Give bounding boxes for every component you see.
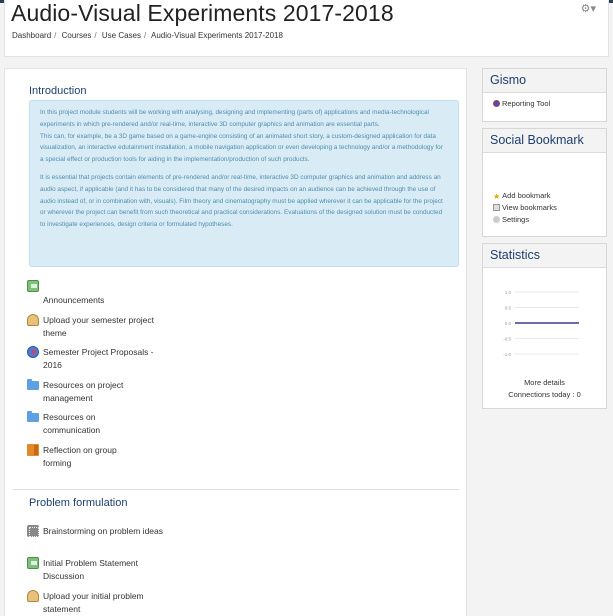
forum-icon (27, 280, 39, 292)
activity-label: Upload your semester project theme (43, 315, 155, 338)
activity-label: Initial Problem Statement Discussion (43, 558, 138, 581)
globe-icon (27, 346, 39, 358)
activity-label: Resources on communication (43, 412, 101, 435)
chart-y-tick: -1.0 (503, 352, 511, 357)
activity-label: Brainstorming on problem ideas (43, 526, 164, 536)
activity-label: Reflection on group forming (43, 445, 117, 468)
course-content (4, 68, 467, 616)
folder-icon (27, 381, 39, 390)
activity-reflection[interactable] (27, 444, 177, 472)
block-statistics (482, 243, 607, 409)
activity-communication[interactable] (27, 411, 177, 439)
activity-brainstorming[interactable] (27, 525, 177, 553)
section-title-problem-formulation[interactable]: Problem formulation (29, 497, 128, 509)
section-divider (13, 489, 459, 490)
summary-paragraph-2: This can, for example, be a 3D game based on a game-engine consisting of an animated short story, a custom-designed application for data visualization, an interactive edutainment installation, a mobile navigation application or even developing a technology and/or a methodology for a special effect or production tools for aiding in the implementation/production of such products. (40, 132, 443, 164)
activity-upload-problem[interactable] (27, 590, 177, 616)
settings-link[interactable]: Settings (493, 215, 529, 224)
chart-y-tick: 0.5 (504, 305, 511, 311)
activity-announcements[interactable] (27, 280, 177, 308)
list-icon (493, 204, 500, 211)
activity-label: Upload your initial problem statement (43, 591, 144, 614)
gismo-icon (493, 100, 500, 107)
add-bookmark-link[interactable]: ★ Add bookmark (493, 191, 551, 201)
block-title: Statistics (483, 244, 606, 268)
settings-icon (493, 216, 500, 223)
chart-y-tick: 1.0 (504, 290, 511, 295)
activity-project-management[interactable] (27, 379, 177, 407)
activity-upload-theme[interactable] (27, 314, 177, 342)
page-title: Audio-Visual Experiments 2017-2018 (11, 0, 394, 26)
block-title: Social Bookmark (483, 129, 606, 153)
course-summary (29, 100, 459, 267)
chart-y-tick: -0.5 (503, 336, 511, 342)
chart-y-tick: 0.0 (504, 321, 511, 326)
reporting-tool-link[interactable]: Reporting Tool (493, 99, 550, 108)
forum-icon (27, 557, 39, 569)
gear-icon[interactable]: ⚙▾ (580, 3, 596, 15)
assignment-icon (27, 590, 39, 602)
star-icon: ★ (493, 192, 501, 201)
connections-today: Connections today : 0 (508, 390, 581, 399)
breadcrumb-dashboard[interactable]: Dashboard (12, 31, 52, 40)
choice-icon (27, 444, 39, 456)
breadcrumb-courses[interactable]: Courses (61, 31, 92, 40)
breadcrumb-course[interactable]: Audio-Visual Experiments 2017-2018 (151, 31, 283, 40)
view-bookmarks-link[interactable]: View bookmarks (493, 203, 557, 212)
page-header (4, 0, 609, 57)
activity-label: Resources on project management (43, 380, 124, 403)
statistics-chart (483, 268, 606, 378)
activity-label: Semester Project Proposals - 2016 (43, 347, 154, 370)
activity-label: Announcements (43, 295, 105, 305)
summary-paragraph-1: In this project module students will be working with analysing, designing and implementing (parts of) applications and media-technological experiments in which pre-rendered and/or real-time, interactive 3D computer graphics and animation are essential parts. (40, 109, 429, 128)
block-title: Gismo (483, 69, 606, 93)
assignment-icon (27, 314, 39, 326)
folder-icon (27, 413, 39, 422)
more-details-link[interactable]: More details (524, 378, 565, 387)
summary-paragraph-3: It is essential that projects contain elements of pre-rendered and/or real-time, interactive 3D computer graphics and animation and address an audio aspect, if applicable (and it has to be considered that many of the desired impacts on an audience can be achieved through the use of audio instead of, or in combination with, visuals). Film theory and cinematography must be applied wherever it can be applicable for the project or wherever the project can benefit from such theoretical and practical considerations. Evaluations of the designed solution must be conducted to investigate experiences, design criteria or formulated hypotheses. (40, 173, 443, 229)
block-social-bookmark (482, 128, 607, 237)
activity-problem-discussion[interactable] (27, 557, 177, 585)
section-title-introduction[interactable]: Introduction (29, 85, 87, 97)
activity-proposals[interactable] (27, 346, 177, 374)
breadcrumb: Dashboard / Courses / Use Cases / Audio-Visual Experiments 2017-2018 (12, 31, 283, 40)
brainstorm-icon (27, 525, 39, 537)
block-gismo (482, 68, 607, 122)
breadcrumb-use-cases[interactable]: Use Cases (101, 31, 141, 40)
